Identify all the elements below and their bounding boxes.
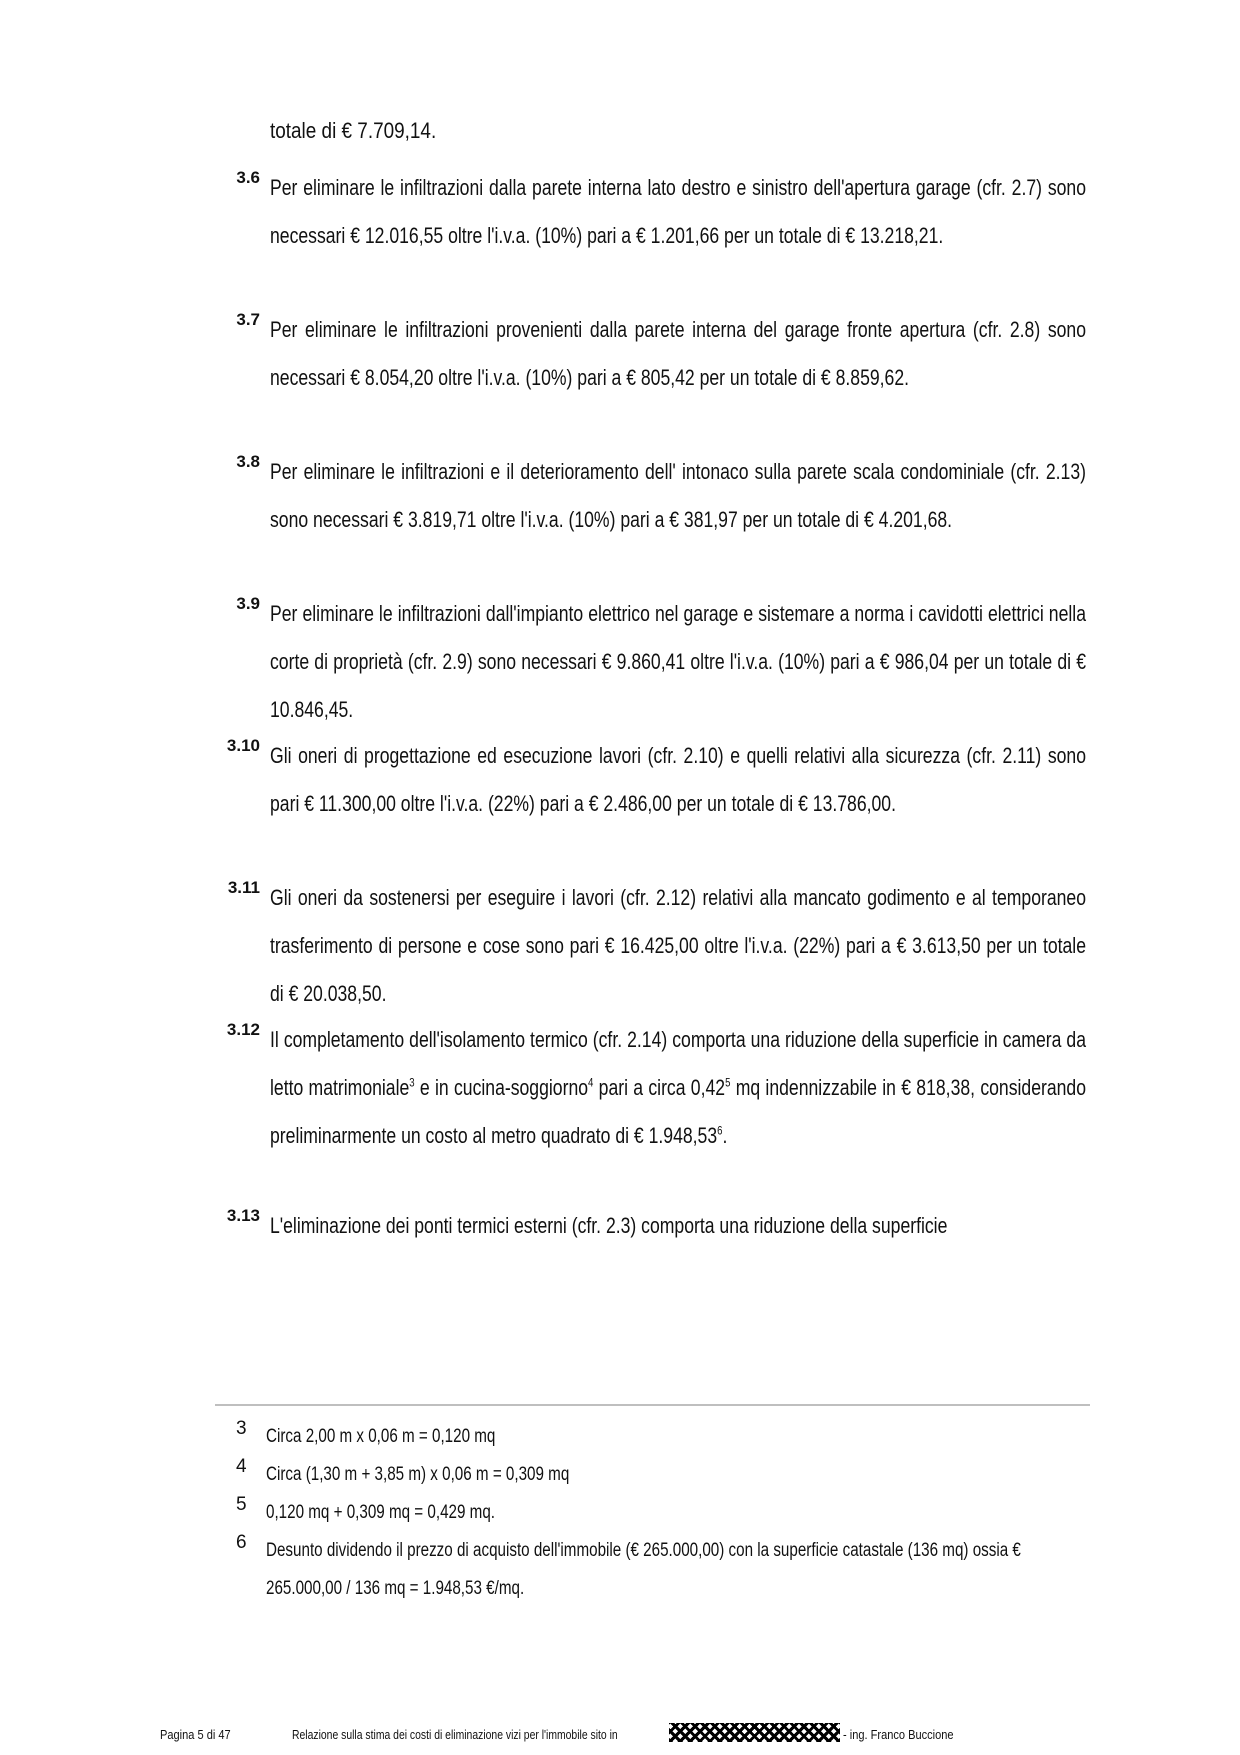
footnote-ref[interactable]: 5 <box>725 1075 731 1090</box>
redacted-address-block <box>669 1723 840 1742</box>
section-text: Per eliminare le infiltrazioni e il deterioramento dell' intonaco sulla parete scala condominiale (cfr. 2.13) sono necessari € 3.819,71 oltre l'i.v.a. (10%) pari a € 381,97 per un totale di € 4.201,68. <box>270 459 1086 532</box>
page-number: Pagina 5 di 47 <box>160 1727 231 1742</box>
section-number: 3.11 <box>227 878 260 897</box>
section-text: Per eliminare le infiltrazioni dalla parete interna lato destro e sinistro dell'apertura garage (cfr. 2.7) sono necessari € 12.016,55 oltre l'i.v.a. (10%) pari a € 1.201,66 per un totale di € 13.218,21. <box>270 175 1086 248</box>
section-number: 3.6 <box>236 168 260 187</box>
footnote-text: Circa 2,00 m x 0,06 m = 0,120 mq <box>266 1426 496 1447</box>
footnote-number: 5 <box>236 1494 247 1515</box>
section-text <box>270 1016 1086 1160</box>
section-number: 3.10 <box>226 736 260 755</box>
section-text: Gli oneri di progettazione ed esecuzione lavori (cfr. 2.10) e quelli relativi alla sicurezza (cfr. 2.11) sono pari € 11.300,00 oltre l'i.v.a. (22%) pari a € 2.486,00 per un totale di € 13.786,00. <box>270 743 1086 816</box>
text-run: Il completamento dell'isolamento termico (cfr. 2.14) comporta una riduzione della superficie in camera da letto matrimoniale <box>270 1027 1086 1100</box>
section-text: L'eliminazione dei ponti termici esterni (cfr. 2.3) comporta una riduzione della superficie <box>270 1213 948 1238</box>
text-run: . <box>722 1123 728 1148</box>
footnote-ref[interactable]: 3 <box>409 1075 415 1090</box>
text-run: mq indennizzabile in € 818,38, considerando preliminarmente un costo al metro quadrato di € 1.948,53 <box>270 1075 1086 1148</box>
section-number: 3.12 <box>226 1020 260 1039</box>
continuation-text: totale di € 7.709,14. <box>270 118 437 143</box>
footer-title: Relazione sulla stima dei costi di eliminazione vizi per l'immobile sito in <box>292 1727 618 1742</box>
footnote-ref[interactable]: 6 <box>717 1123 723 1138</box>
footnote-number: 6 <box>236 1532 247 1553</box>
footnote-text: Circa (1,30 m + 3,85 m) x 0,06 m = 0,309 mq <box>266 1464 570 1485</box>
footnote-separator <box>215 1404 1090 1406</box>
footnote-ref[interactable]: 4 <box>588 1075 594 1090</box>
section-text: Gli oneri da sostenersi per eseguire i lavori (cfr. 2.12) relativi alla mancato godimento e al temporaneo trasferimento di persone e cose sono pari € 16.425,00 oltre l'i.v.a. (22%) pari a € 3.613,50 per un totale di € 20.038,50. <box>270 885 1086 1006</box>
section-number: 3.13 <box>226 1206 260 1225</box>
text-run: e in cucina-soggiorno <box>414 1075 589 1100</box>
section-text: Per eliminare le infiltrazioni provenienti dalla parete interna del garage fronte apertura (cfr. 2.8) sono necessari € 8.054,20 oltre l'i.v.a. (10%) pari a € 805,42 per un totale di € 8.859,62. <box>270 317 1086 390</box>
section-number: 3.8 <box>236 452 260 471</box>
footnote-number: 4 <box>236 1456 247 1477</box>
footer-author: - ing. Franco Buccione <box>843 1727 954 1742</box>
footnote-text: Desunto dividendo il prezzo di acquisto dell'immobile (€ 265.000,00) con la superficie catastale (136 mq) ossia € 265.000,00 / 136 mq = 1.948,53 €/mq. <box>266 1540 1021 1599</box>
text-run: pari a circa 0,42 <box>593 1075 726 1100</box>
section-number: 3.9 <box>236 594 260 613</box>
section-number: 3.7 <box>236 310 260 329</box>
section-text: Per eliminare le infiltrazioni dall'impianto elettrico nel garage e sistemare a norma i cavidotti elettrici nella corte di proprietà (cfr. 2.9) sono necessari € 9.860,41 oltre l'i.v.a. (10%) pari a € 986,04 per un totale di € 10.846,45. <box>270 601 1086 722</box>
footnote-number: 3 <box>236 1418 247 1439</box>
footnote-text: 0,120 mq + 0,309 mq = 0,429 mq. <box>266 1502 495 1523</box>
